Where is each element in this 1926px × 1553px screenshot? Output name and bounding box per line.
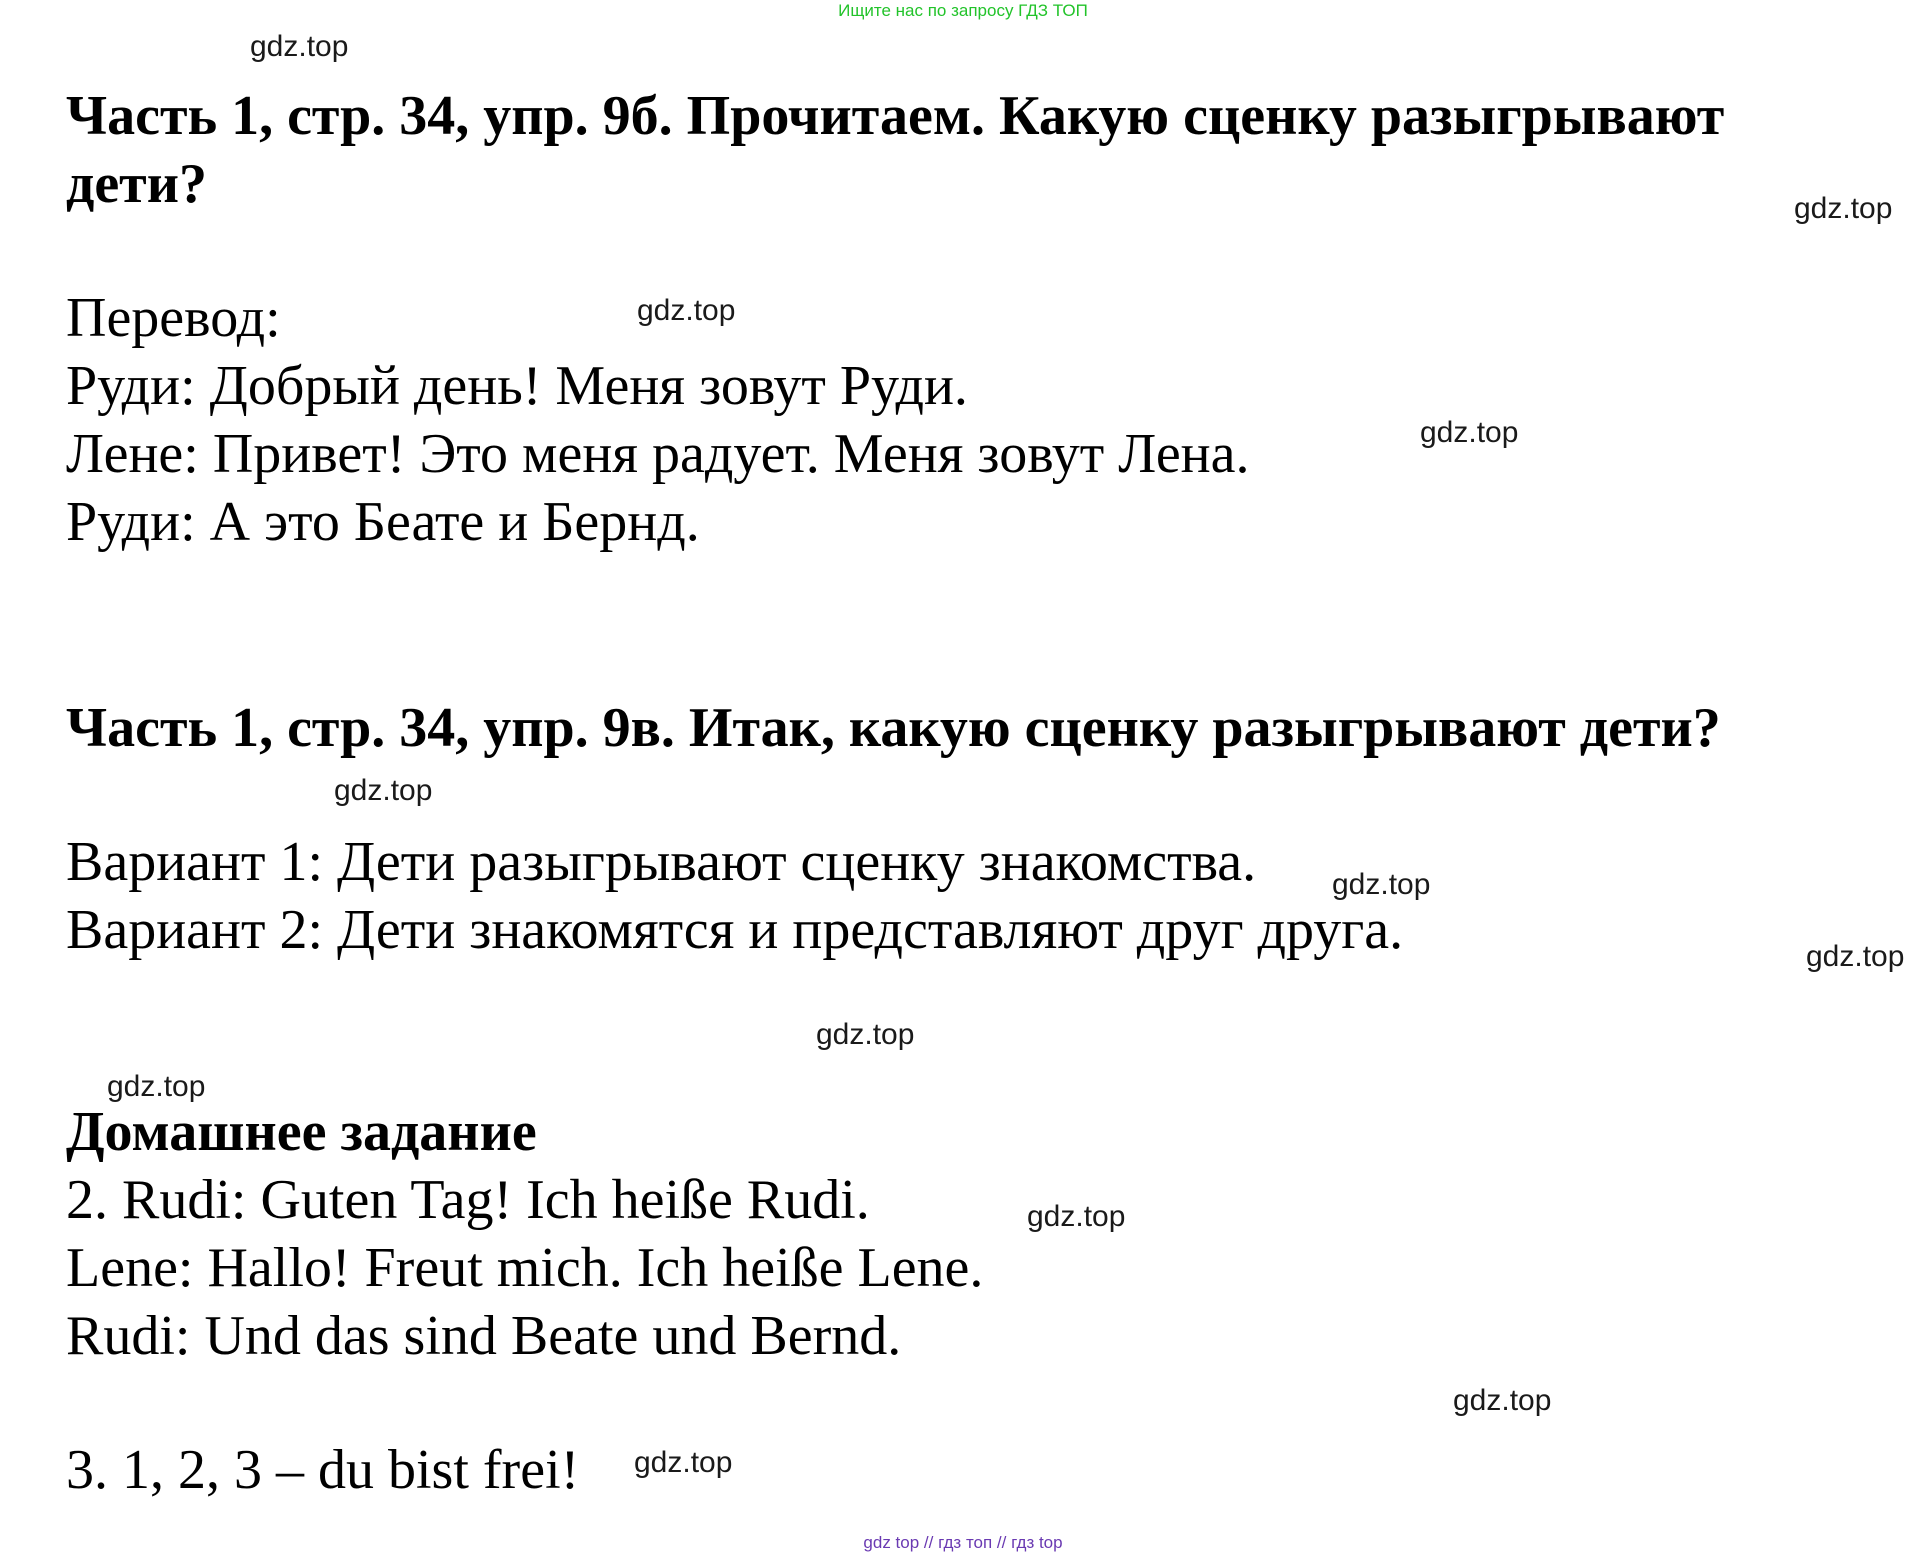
- homework-line-1: 2. Rudi: Guten Tag! Ich heiße Rudi.: [66, 1169, 870, 1231]
- homework-line-3: Rudi: Und das sind Beate und Bernd.: [66, 1305, 902, 1367]
- section1-line-translation-label: Перевод:: [66, 287, 281, 349]
- watermark-text: gdz.top: [1027, 1200, 1126, 1233]
- watermark-text: gdz.top: [1794, 192, 1893, 225]
- section1-heading-line2: дети?: [66, 153, 207, 215]
- watermark-text: gdz.top: [1806, 940, 1905, 973]
- section1-line-rudi-2: Руди: А это Беате и Бернд.: [66, 491, 700, 553]
- section2-variant-1: Вариант 1: Дети разыгрывают сценку знакомства.: [66, 831, 1257, 893]
- watermark-text: gdz.top: [107, 1070, 206, 1103]
- section1-line-rudi-1: Руди: Добрый день! Меня зовут Руди.: [66, 355, 968, 417]
- watermark-text: gdz.top: [250, 30, 349, 63]
- watermark-text: gdz.top: [1453, 1384, 1552, 1417]
- section2-heading: Часть 1, стр. 34, упр. 9в. Итак, какую сценку разыгрывают дети?: [66, 697, 1721, 759]
- watermark-text: gdz.top: [1420, 416, 1519, 449]
- watermark-text: gdz.top: [1332, 868, 1431, 901]
- watermark-text: gdz.top: [816, 1018, 915, 1051]
- section2-variant-2: Вариант 2: Дети знакомятся и представляют друг друга.: [66, 899, 1404, 961]
- watermark-text: gdz.top: [634, 1446, 733, 1479]
- homework-heading: Домашнее задание: [66, 1101, 537, 1163]
- section1-line-lene: Лене: Привет! Это меня радует. Меня зовут Лена.: [66, 423, 1250, 485]
- homework-line-2: Lene: Hallo! Freut mich. Ich heiße Lene.: [66, 1237, 984, 1299]
- bottom-banner: gdz top // гдз топ // гдз top: [863, 1533, 1063, 1552]
- section1-heading-line1: Часть 1, стр. 34, упр. 9б. Прочитаем. Какую сценку разыгрывают: [66, 85, 1725, 147]
- watermark-text: gdz.top: [334, 774, 433, 807]
- watermark-text: gdz.top: [637, 294, 736, 327]
- homework-item-3: 3. 1, 2, 3 – du bist frei!: [66, 1439, 580, 1501]
- top-banner: Ищите нас по запросу ГДЗ ТОП: [838, 1, 1088, 20]
